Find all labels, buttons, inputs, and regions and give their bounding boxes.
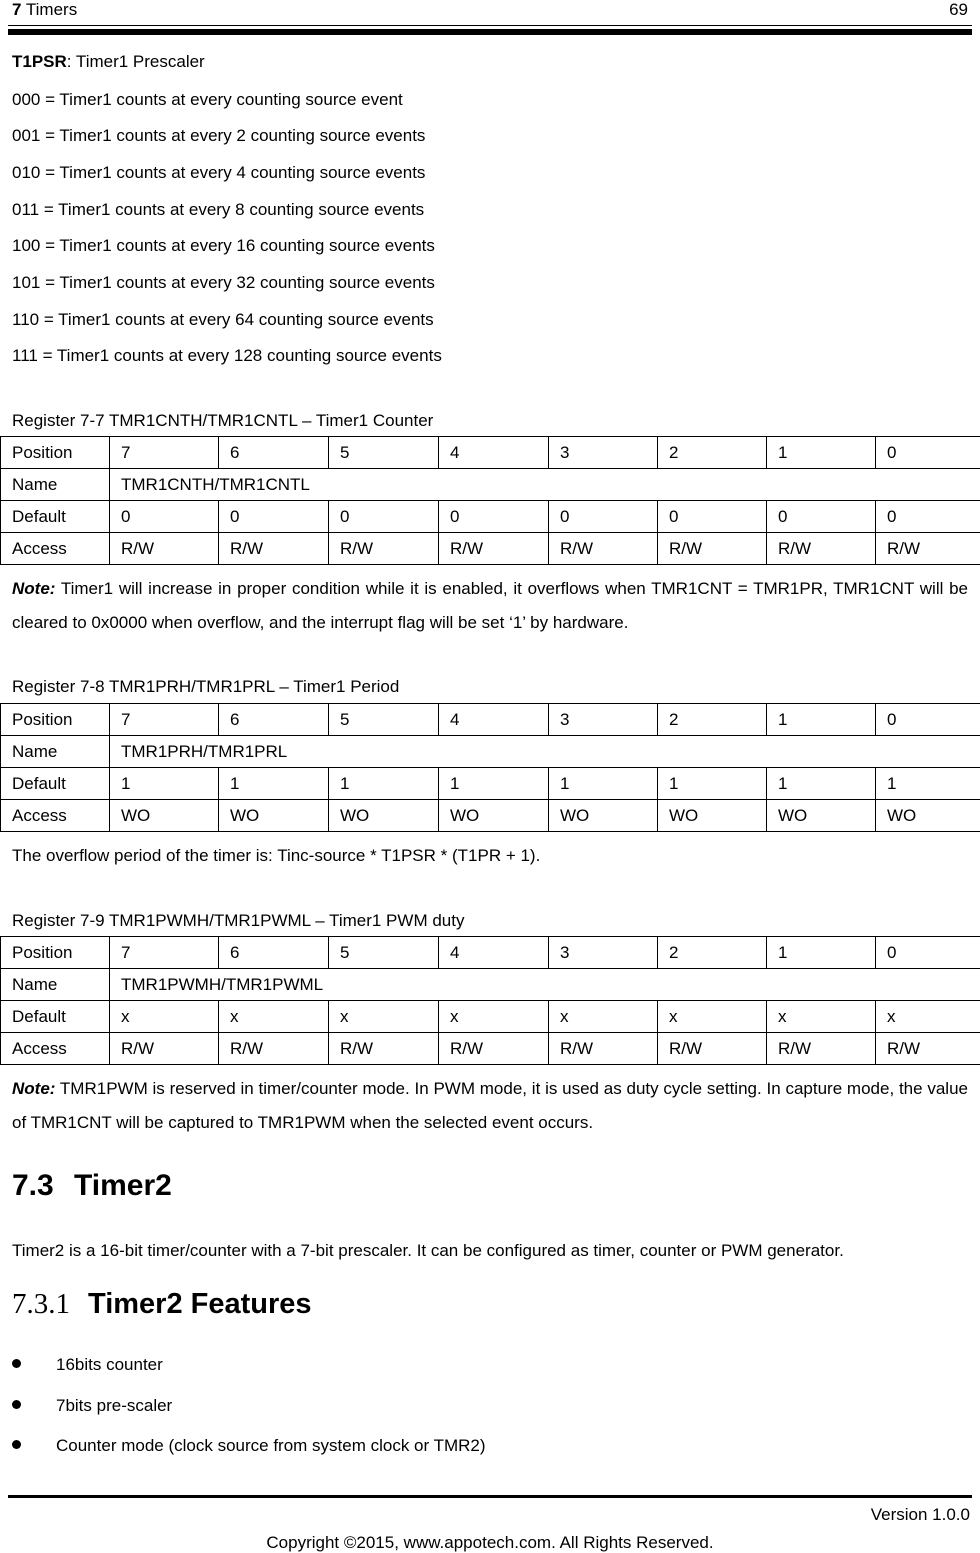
default-value: 1 — [876, 768, 980, 800]
access-value: R/W — [876, 533, 980, 565]
bit-position: 2 — [658, 437, 767, 469]
access-value: R/W — [549, 533, 658, 565]
register-7-9-table — [0, 936, 980, 1065]
default-row — [1, 501, 980, 533]
feature-text: 16bits counter — [56, 1355, 163, 1374]
name-row — [1, 469, 980, 501]
default-value: 1 — [439, 768, 549, 800]
default-value: 0 — [767, 501, 876, 533]
name-row — [1, 969, 980, 1001]
row-label: Access — [1, 800, 110, 832]
access-value: R/W — [110, 1033, 219, 1065]
note-text: Timer1 will increase in proper condition while it is enabled, it overflows when TMR1CNT = TMR1PR, TMR1CNT will be cleared to 0x0000 when overflow, and the interrupt flag will be set ‘1’ by hardware. — [12, 579, 968, 632]
default-value: x — [110, 1001, 219, 1033]
access-value: R/W — [658, 1033, 767, 1065]
bit-position: 0 — [876, 437, 980, 469]
feature-text: 7bits pre-scaler — [56, 1396, 173, 1415]
row-label: Position — [1, 437, 110, 469]
bit-position: 6 — [219, 937, 329, 969]
position-row — [1, 937, 980, 969]
bullet-icon — [12, 1440, 21, 1449]
register-name: TMR1CNTH/TMR1CNTL — [110, 469, 980, 501]
bullet-icon — [12, 1400, 21, 1409]
register-7-7-table — [0, 436, 980, 565]
overflow-period-text: The overflow period of the timer is: Tinc-source * T1PSR * (T1PR + 1). — [12, 846, 541, 865]
access-value: R/W — [110, 533, 219, 565]
bit-position: 3 — [549, 937, 658, 969]
feature-item — [12, 1355, 163, 1375]
register-7-7-note — [12, 572, 968, 640]
t1psr-option: 100 = Timer1 counts at every 16 counting source events — [12, 236, 435, 255]
register-7-9-caption: Register 7-9 TMR1PWMH/TMR1PWML – Timer1 PWM duty — [12, 911, 465, 930]
access-value: R/W — [658, 533, 767, 565]
default-value: 0 — [658, 501, 767, 533]
name-row — [1, 736, 980, 768]
bit-position: 1 — [767, 704, 876, 736]
section-title: Timer2 — [74, 1169, 172, 1202]
default-value: 0 — [329, 501, 439, 533]
running-header — [12, 0, 77, 20]
default-value: x — [219, 1001, 329, 1033]
row-label: Access — [1, 533, 110, 565]
default-value: 0 — [876, 501, 980, 533]
bit-position: 1 — [767, 437, 876, 469]
chapter-number: 7 — [12, 0, 22, 19]
access-row — [1, 533, 980, 565]
bit-position: 0 — [876, 937, 980, 969]
register-7-9-note — [12, 1072, 968, 1140]
register-7-8-caption: Register 7-8 TMR1PRH/TMR1PRL – Timer1 Period — [12, 677, 400, 696]
footer-version: Version 1.0.0 — [870, 1505, 970, 1524]
subsection-title: Timer2 Features — [88, 1288, 312, 1320]
page-number: 69 — [949, 0, 968, 19]
access-row — [1, 1033, 980, 1065]
access-value: WO — [549, 800, 658, 832]
access-value: WO — [219, 800, 329, 832]
access-value: WO — [110, 800, 219, 832]
default-value: 1 — [549, 768, 658, 800]
row-label: Name — [1, 736, 110, 768]
default-value: 1 — [329, 768, 439, 800]
default-row — [1, 1001, 980, 1033]
default-value: 1 — [767, 768, 876, 800]
access-value: R/W — [767, 533, 876, 565]
access-value: WO — [658, 800, 767, 832]
note-label: Note: — [12, 1079, 56, 1098]
t1psr-option: 001 = Timer1 counts at every 2 counting source events — [12, 126, 426, 145]
chapter-title: Timers — [25, 0, 78, 19]
default-value: x — [439, 1001, 549, 1033]
default-value: x — [876, 1001, 980, 1033]
register-7-7-caption: Register 7-7 TMR1CNTH/TMR1CNTL – Timer1 Counter — [12, 411, 434, 430]
access-value: R/W — [329, 533, 439, 565]
t1psr-option: 010 = Timer1 counts at every 4 counting source events — [12, 163, 426, 182]
bit-position: 2 — [658, 704, 767, 736]
access-value: R/W — [549, 1033, 658, 1065]
access-value: R/W — [439, 1033, 549, 1065]
bit-position: 2 — [658, 937, 767, 969]
access-row — [1, 800, 980, 832]
default-value: x — [549, 1001, 658, 1033]
t1psr-option: 000 = Timer1 counts at every counting source event — [12, 90, 403, 109]
row-label: Position — [1, 704, 110, 736]
t1psr-option: 101 = Timer1 counts at every 32 counting source events — [12, 273, 435, 292]
bit-position: 5 — [329, 704, 439, 736]
default-value: 0 — [110, 501, 219, 533]
bit-position: 5 — [329, 937, 439, 969]
position-row — [1, 704, 980, 736]
bit-position: 7 — [110, 937, 219, 969]
default-value: 0 — [549, 501, 658, 533]
default-value: 1 — [219, 768, 329, 800]
bit-position: 4 — [439, 937, 549, 969]
row-label: Default — [1, 501, 110, 533]
access-value: WO — [439, 800, 549, 832]
bit-position: 3 — [549, 704, 658, 736]
access-value: WO — [329, 800, 439, 832]
t1psr-option: 111 = Timer1 counts at every 128 counting source events — [12, 346, 442, 365]
bit-position: 3 — [549, 437, 658, 469]
footer-rule — [8, 1495, 972, 1498]
section-7-3-intro: Timer2 is a 16-bit timer/counter with a 7-bit prescaler. It can be configured as timer, counter or PWM generator. — [12, 1241, 844, 1260]
bit-position: 7 — [110, 437, 219, 469]
default-value: x — [658, 1001, 767, 1033]
bullet-icon — [12, 1359, 21, 1368]
default-row — [1, 768, 980, 800]
default-value: 0 — [219, 501, 329, 533]
footer-copyright: Copyright ©2015, www.appotech.com. All Rights Reserved. — [266, 1533, 714, 1552]
bit-position: 6 — [219, 437, 329, 469]
bit-position: 1 — [767, 937, 876, 969]
bit-position: 0 — [876, 704, 980, 736]
header-rule-thick — [8, 29, 972, 35]
default-value: 0 — [439, 501, 549, 533]
bit-position: 7 — [110, 704, 219, 736]
access-value: R/W — [876, 1033, 980, 1065]
register-name: TMR1PRH/TMR1PRL — [110, 736, 980, 768]
row-label: Name — [1, 969, 110, 1001]
row-label: Name — [1, 469, 110, 501]
row-label: Position — [1, 937, 110, 969]
default-value: x — [329, 1001, 439, 1033]
default-value: 1 — [110, 768, 219, 800]
header-rule-thin — [8, 25, 972, 26]
row-label: Default — [1, 768, 110, 800]
row-label: Access — [1, 1033, 110, 1065]
note-label: Note: — [12, 579, 56, 598]
access-value: WO — [767, 800, 876, 832]
t1psr-label: T1PSR — [12, 52, 67, 71]
subsection-number: 7.3.1 — [12, 1288, 70, 1320]
section-7-3-1-heading — [12, 1288, 312, 1321]
default-value: 1 — [658, 768, 767, 800]
section-number: 7.3 — [12, 1169, 54, 1202]
t1psr-option: 110 = Timer1 counts at every 64 counting source events — [12, 310, 434, 329]
bit-position: 5 — [329, 437, 439, 469]
t1psr-option: 011 = Timer1 counts at every 8 counting source events — [12, 200, 425, 219]
bit-position: 6 — [219, 704, 329, 736]
section-7-3-heading — [12, 1169, 172, 1203]
feature-item — [12, 1396, 172, 1416]
t1psr-desc: : Timer1 Prescaler — [66, 52, 205, 71]
access-value: R/W — [767, 1033, 876, 1065]
register-7-8-table — [0, 703, 980, 832]
register-name: TMR1PWMH/TMR1PWML — [110, 969, 980, 1001]
note-text: TMR1PWM is reserved in timer/counter mode. In PWM mode, it is used as duty cycle setting. In capture mode, the value of TMR1CNT will be captured to TMR1PWM when the selected event occurs. — [12, 1079, 968, 1132]
access-value: R/W — [219, 1033, 329, 1065]
bit-position: 4 — [439, 704, 549, 736]
feature-item — [12, 1436, 486, 1456]
access-value: R/W — [439, 533, 549, 565]
position-row — [1, 437, 980, 469]
access-value: R/W — [219, 533, 329, 565]
t1psr-heading — [12, 52, 205, 72]
row-label: Default — [1, 1001, 110, 1033]
default-value: x — [767, 1001, 876, 1033]
access-value: R/W — [329, 1033, 439, 1065]
feature-text: Counter mode (clock source from system clock or TMR2) — [56, 1436, 486, 1455]
bit-position: 4 — [439, 437, 549, 469]
access-value: WO — [876, 800, 980, 832]
